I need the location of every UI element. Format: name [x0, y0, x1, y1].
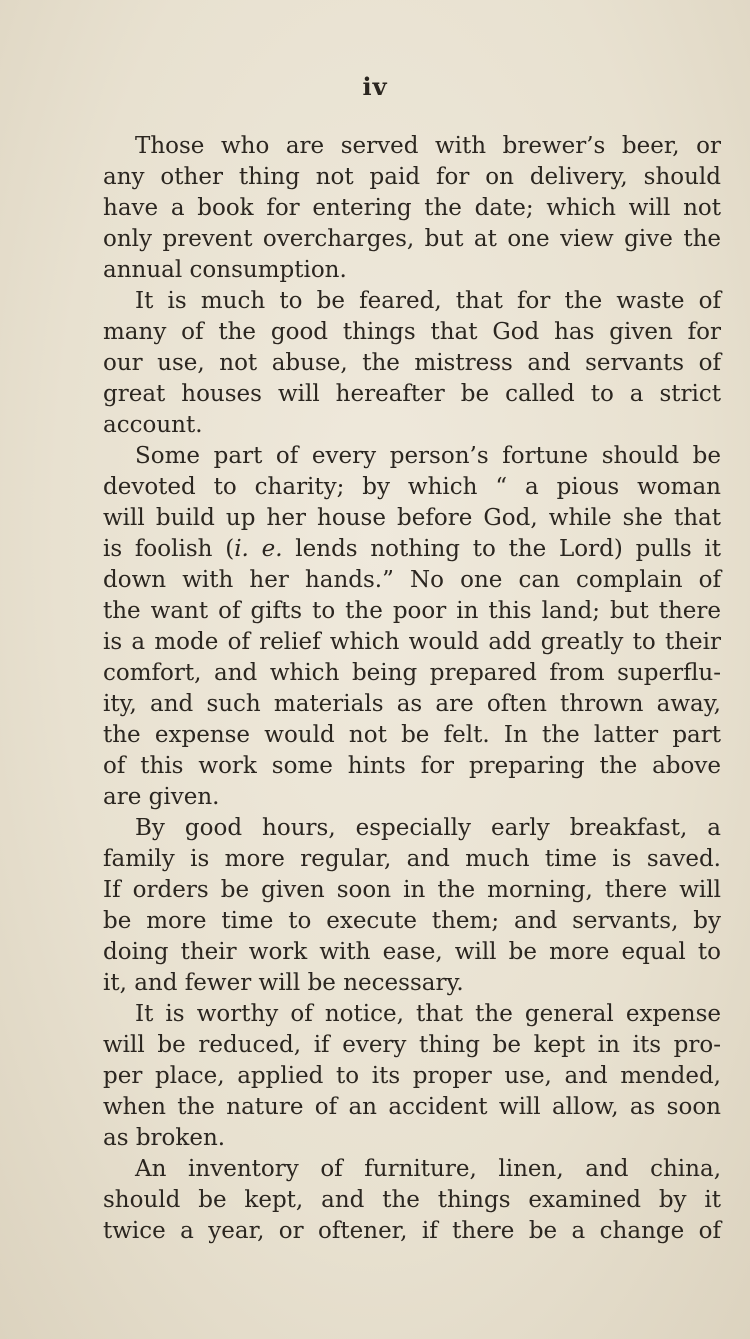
paragraph-expense [103, 999, 721, 1154]
text-line: family is more regular, and much time is saved. [103, 846, 721, 872]
page-number: iv [362, 72, 388, 101]
text-line: If orders be given soon in the morning, there will [103, 877, 721, 903]
text-line: twice a year, or oftener, if there be a change of [103, 1218, 721, 1244]
text-line: great houses will hereafter be called to a strict [103, 381, 721, 407]
text-line: comfort, and which being prepared from superflu- [103, 660, 721, 686]
text-line: any other thing not paid for on delivery, should [103, 164, 721, 190]
text-line: Those who are served with brewer’s beer, or [135, 133, 721, 159]
text-line: be more time to execute them; and servants, by [103, 908, 721, 934]
text-line: down with her hands.” No one can complain of [103, 567, 721, 593]
paragraph-beer-book [103, 131, 721, 286]
text-line: as broken. [103, 1125, 226, 1151]
text-line: will be reduced, if every thing be kept in its pro- [103, 1032, 721, 1058]
italic-abbreviation: i. e. [234, 536, 283, 562]
text-line: when the nature of an accident will allow, as soon [103, 1094, 721, 1120]
text-line: An inventory of furniture, linen, and china, [135, 1156, 721, 1182]
text-line: Some part of every person’s fortune should be [135, 443, 721, 469]
text-line: only prevent overcharges, but at one view give the [103, 226, 721, 252]
text-line: the want of gifts to the poor in this land; but there [103, 598, 721, 624]
text-line: annual consumption. [103, 257, 347, 283]
text-line: should be kept, and the things examined by it [103, 1187, 721, 1213]
text-line: of this work some hints for preparing the above [103, 753, 721, 779]
text-line: doing their work with ease, will be more equal to [103, 939, 721, 965]
text-line: our use, not abuse, the mistress and servants of [103, 350, 721, 376]
text-line: have a book for entering the date; which will not [103, 195, 721, 221]
text-line: are given. [103, 784, 220, 810]
text-line: per place, applied to its proper use, and mended, [103, 1063, 721, 1089]
text-line: it, and fewer will be necessary. [103, 970, 464, 996]
body-text [103, 131, 721, 1247]
text-line: account. [103, 412, 203, 438]
paragraph-good-hours [103, 813, 721, 999]
text-line: By good hours, especially early breakfast, a [135, 815, 721, 841]
text-line: will build up her house before God, while she that [103, 505, 721, 531]
text-line: is a mode of relief which would add greatly to their [103, 629, 721, 655]
text-line: It is worthy of notice, that the general expense [135, 1001, 721, 1027]
text-line: the expense would not be felt. In the latter part [103, 722, 721, 748]
text-line: ity, and such materials as are often thrown away, [103, 691, 721, 717]
text-line: devoted to charity; by which “ a pious woman [103, 474, 721, 500]
text-line: It is much to be feared, that for the waste of [135, 288, 721, 314]
paragraph-charity [103, 441, 721, 813]
paragraph-inventory [103, 1154, 721, 1247]
text-line: is foolish (i. e. lends nothing to the Lord) pulls it [103, 536, 721, 562]
text-line: many of the good things that God has given for [103, 319, 721, 345]
paragraph-waste [103, 286, 721, 441]
